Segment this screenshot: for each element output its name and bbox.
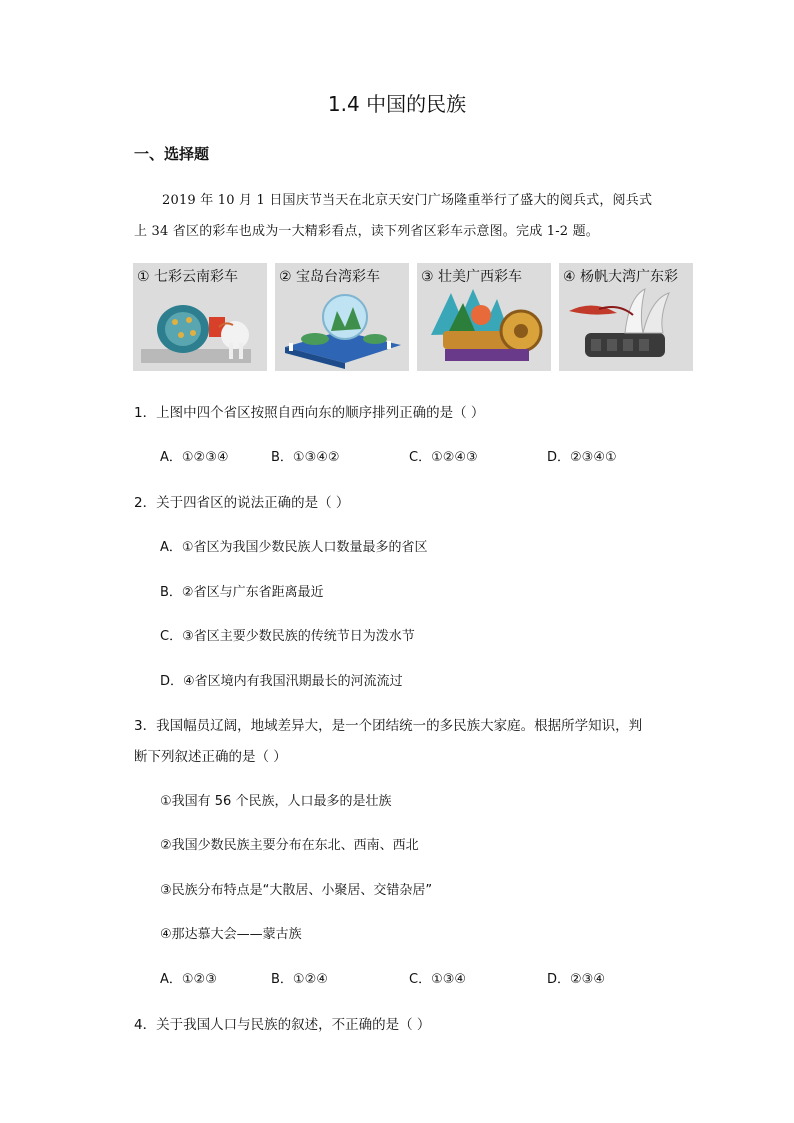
question-2-option-b[interactable]: B．②省区与广东省距离最近 (160, 585, 324, 600)
float-card-yunnan (133, 263, 267, 371)
float-label: ④ 杨帆大湾广东彩 (563, 269, 679, 285)
question-2-option-c[interactable]: C．③省区主要少数民族的传统节日为泼水节 (160, 629, 415, 644)
question-1-option-c[interactable]: C．①②④③ (409, 450, 478, 465)
section-heading: 一、选择题 (134, 145, 210, 163)
question-2-stem: 2．关于四省区的说法正确的是（ ） (134, 495, 350, 511)
float-label: ② 宝岛台湾彩车 (279, 269, 381, 285)
question-1-option-a[interactable]: A．①②③④ (160, 450, 229, 465)
taiwan-float-icon (275, 287, 409, 371)
float-card-guangxi (417, 263, 551, 371)
question-3-option-c[interactable]: C．①③④ (409, 972, 467, 987)
question-1-option-b[interactable]: B．①③④② (271, 450, 340, 465)
question-3-stem-line-2: 断下列叙述正确的是（ ） (134, 749, 287, 765)
question-3-option-b[interactable]: B．①②④ (271, 972, 328, 987)
question-3-stem-line-1: 3．我国幅员辽阔，地域差异大，是一个团结统一的多民族大家庭。根据所学知识，判 (134, 718, 643, 734)
question-1-stem: 1．上图中四个省区按照自西向东的顺序排列正确的是（ ） (134, 405, 485, 421)
question-3-option-d[interactable]: D．②③④ (547, 972, 605, 987)
question-3-statement-4: ④那达慕大会——蒙古族 (160, 927, 302, 942)
question-3-statement-1: ①我国有 56 个民族，人口最多的是壮族 (160, 794, 392, 809)
question-3-statement-3: ③民族分布特点是“大散居、小聚居、交错杂居” (160, 883, 433, 898)
question-1-option-d[interactable]: D．②③④① (547, 450, 617, 465)
question-2-option-d[interactable]: D．④省区境内有我国汛期最长的河流流过 (160, 674, 403, 689)
guangdong-float-icon (559, 287, 693, 371)
question-4-stem: 4．关于我国人口与民族的叙述，不正确的是（ ） (134, 1017, 431, 1033)
question-3-statement-2: ②我国少数民族主要分布在东北、西南、西北 (160, 838, 419, 853)
question-2-option-a[interactable]: A．①省区为我国少数民族人口数量最多的省区 (160, 540, 428, 555)
float-illustrations (133, 263, 693, 371)
float-card-taiwan (275, 263, 409, 371)
guangxi-float-icon (417, 287, 551, 371)
peacock-float-icon (133, 287, 267, 371)
intro-line-1: 2019 年 10 月 1 日国庆节当天在北京天安门广场隆重举行了盛大的阅兵式，阅兵式 (162, 193, 653, 208)
page-title: 1.4 中国的民族 (327, 92, 467, 116)
question-3-option-a[interactable]: A．①②③ (160, 972, 217, 987)
float-label: ① 七彩云南彩车 (137, 269, 239, 285)
intro-line-2: 上 34 省区的彩车也成为一大精彩看点，读下列省区彩车示意图。完成 1-2 题。 (134, 224, 600, 239)
float-card-guangdong (559, 263, 693, 371)
float-label: ③ 壮美广西彩车 (421, 269, 523, 285)
